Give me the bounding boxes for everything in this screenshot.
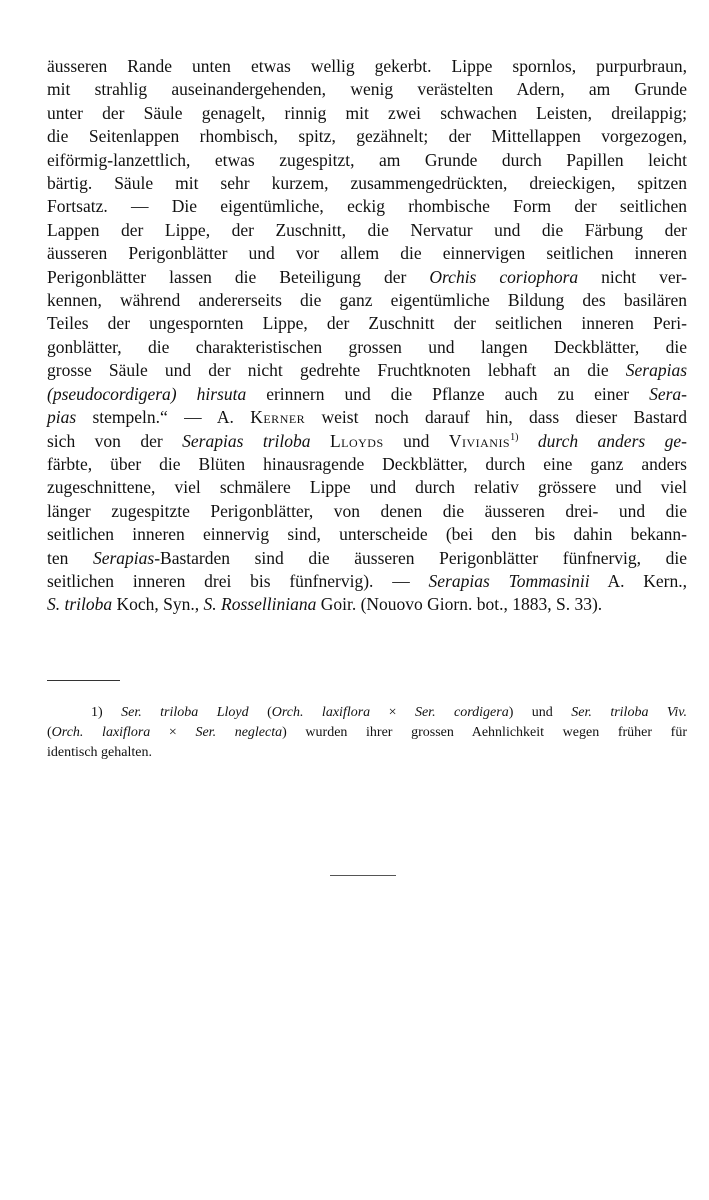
text-line: Perigonblätter lassen die Beteiligung der Orchis coriophora nicht ver- (47, 266, 687, 287)
text-line: die Seitenlappen rhombisch, spitz, gezähnelt; der Mittellappen vorgezogen, (47, 126, 687, 147)
text-line: äusseren Rande unten etwas wellig gekerbt. Lippe spornlos, purpurbraun, (47, 56, 687, 76)
text-line: färbte, über die Blüten hinausragende Deckblätter, durch eine ganz anders (47, 453, 687, 474)
footnote-line: identisch gehalten. (47, 745, 152, 760)
text-line: (pseudocordigera) hirsuta erinnern und die Pflanze auch zu einer Sera- (47, 383, 687, 404)
text-line: Teiles der ungespornten Lippe, der Zuschnitt der seitlichen inneren Peri- (47, 313, 687, 334)
footnote (47, 703, 687, 763)
end-divider (330, 875, 396, 876)
text-line: mit strahlig auseinandergehenden, wenig verästelten Adern, am Grunde (47, 79, 687, 100)
footnote-divider (47, 680, 120, 681)
text-line: kennen, während andererseits die ganz eigentümliche Bildung des basilären (47, 290, 687, 311)
text-line: S. triloba Koch, Syn., S. Rosselliniana Goir. (Nouovo Giorn. bot., 1883, S. 33). (47, 594, 603, 615)
text-line: seitlichen inneren drei bis fünfnervig). — Serapias Tommasinii A. Kern., (47, 570, 687, 591)
text-line: bärtig. Säule mit sehr kurzem, zusammengedrückten, dreieckigen, spitzen (47, 173, 687, 194)
text-line: Fortsatz. — Die eigentümliche, eckig rhombische Form der seitlichen (47, 196, 687, 217)
text-line: länger zugespitzte Perigonblätter, von denen die äusseren drei- und die (47, 500, 687, 521)
text-line: sich von der Serapias triloba Lloyds und Vivianis$^{1)}$ durch anders ge- (47, 430, 687, 451)
text-line: ten Serapias-Bastarden sind die äusseren Perigonblätter fünfnervig, die (47, 547, 687, 568)
text-line: Lappen der Lippe, der Zuschnitt, die Nervatur und die Färbung der (47, 219, 687, 240)
text-line: grosse Säule und der nicht gedrehte Fruchtknoten lebhaft an die Serapias (47, 360, 687, 381)
text-line: zugeschnittene, viel schmälere Lippe und durch relativ grössere und viel (47, 477, 687, 498)
footnote-line: 1) Ser. triloba Lloyd (Orch. laxiflora × Ser. cordigera) und Ser. triloba Viv. (91, 705, 687, 720)
footnote-line: (Orch. laxiflora × Ser. neglecta) wurden ihrer grossen Aehnlichkeit wegen früher für (47, 725, 687, 740)
text-line: pias stempeln.“ — A. Kerner weist noch darauf hin, dass dieser Bastard (47, 407, 687, 428)
text-line: unter der Säule genagelt, rinnig mit zwei schwachen Leisten, dreilappig; (47, 102, 687, 123)
body-text (47, 55, 687, 617)
text-line: äusseren Perigonblätter und vor allem die einnervigen seitlichen inneren (47, 243, 687, 264)
text-line: gonblätter, die charakteristischen grossen und langen Deckblätter, die (47, 336, 687, 357)
text-line: eiförmig-lanzettlich, etwas zugespitzt, am Grunde durch Papillen leicht (47, 149, 687, 170)
text-line: seitlichen inneren einnervig sind, unterscheide (bei den bis dahin bekann- (47, 524, 687, 545)
